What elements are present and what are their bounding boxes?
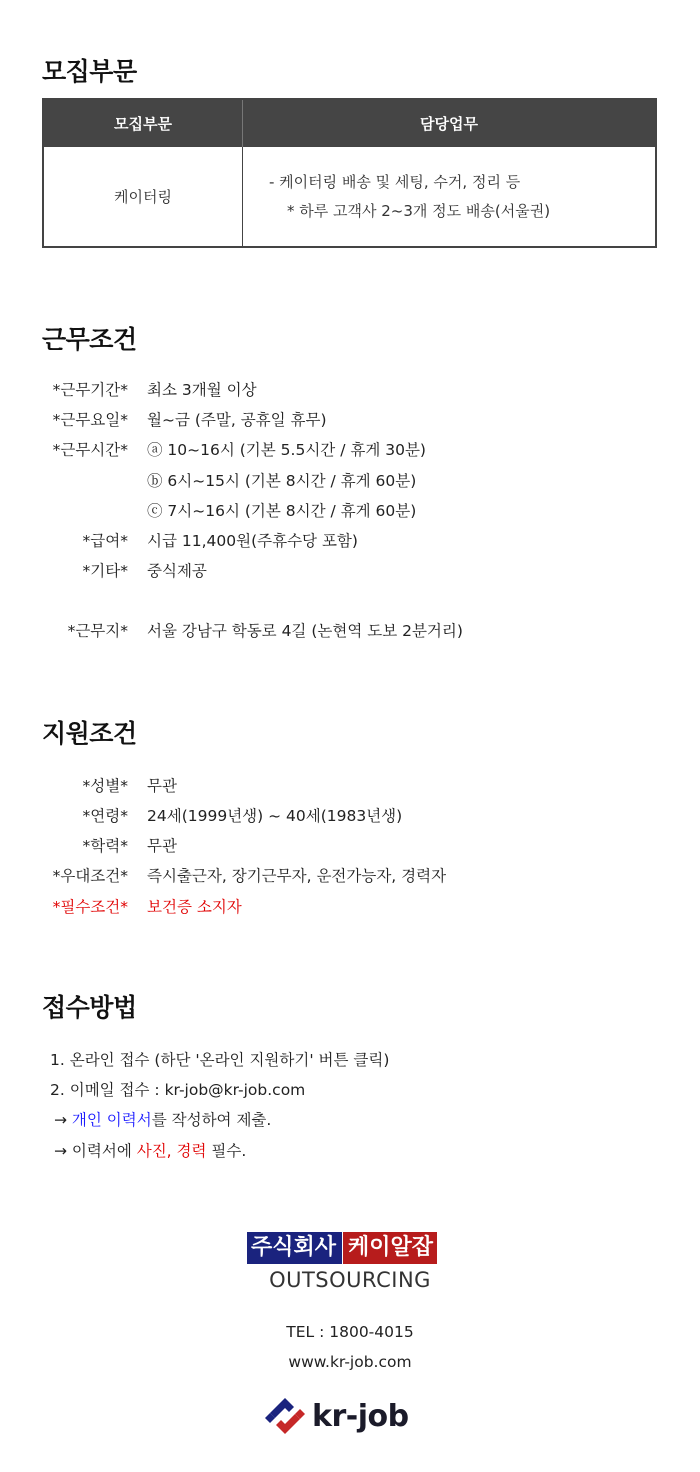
apply-line-resume-highlight: 개인 이력서 [71, 1111, 152, 1129]
company-tel: TEL : 1800-4015 [286, 1323, 414, 1341]
kr-job-logo-icon [264, 1396, 306, 1436]
qualification-value-required: 보건증 소지자 [147, 898, 242, 916]
condition-label: *근무요일* [52, 411, 128, 429]
apply-line-email: 2. 이메일 접수 : kr-job@kr-job.com [50, 1081, 306, 1099]
condition-value: 서울 강남구 학동로 4길 (논현역 도보 2분거리) [147, 622, 463, 640]
apply-line-resume-prefix: → [54, 1111, 72, 1129]
logo-text: kr-job [312, 1398, 409, 1434]
condition-label: *기타* [82, 562, 128, 580]
condition-label: *근무기간* [52, 381, 128, 399]
table-cell-duty [243, 147, 657, 248]
condition-label: *근무지* [67, 622, 128, 640]
qualification-label: *우대조건* [52, 867, 128, 885]
apply-line-resume-suffix: 를 작성하여 제출. [151, 1111, 272, 1129]
qualification-label: *성별* [82, 777, 128, 795]
company-subtitle: OUTSOURCING [269, 1268, 431, 1292]
qualification-label: *학력* [82, 837, 128, 855]
table-header-category: 모집부문 [43, 99, 243, 147]
section-title-conditions: 근무조건 [42, 325, 137, 354]
condition-row-days [0, 410, 700, 430]
duty-line-1: - 케이터링 배송 및 세팅, 수거, 정리 등 [269, 172, 521, 191]
section-title-apply: 접수방법 [42, 993, 137, 1022]
condition-row-period [0, 380, 700, 400]
condition-value: 최소 3개월 이상 [147, 381, 257, 399]
condition-row-etc [0, 561, 700, 581]
company-name-part2: 케이알잡 [343, 1232, 437, 1264]
qualification-value: 무관 [147, 837, 177, 855]
apply-line-photo-prefix: → 이력서에 [54, 1142, 137, 1160]
condition-label: *급여* [82, 532, 128, 550]
qualification-row-required [0, 897, 700, 917]
section-title-qualifications: 지원조건 [42, 719, 137, 748]
company-name-banner [247, 1232, 437, 1264]
company-name-part1: 주식회사 [247, 1232, 342, 1264]
qualification-row-preferred [0, 866, 700, 886]
section-title-recruit: 모집부문 [42, 57, 137, 86]
condition-row-hours-b [0, 471, 700, 491]
apply-line-photo [54, 1141, 246, 1161]
apply-line-online: 1. 온라인 접수 (하단 '온라인 지원하기' 버튼 클릭) [50, 1051, 390, 1069]
apply-line-photo-suffix: 필수. [206, 1142, 247, 1160]
qualification-value: 무관 [147, 777, 177, 795]
recruit-table [42, 98, 657, 248]
qualification-value: 즉시출근자, 장기근무자, 운전가능자, 경력자 [147, 867, 447, 885]
condition-row-hours-c [0, 501, 700, 521]
qualification-row-age [0, 806, 700, 826]
qualification-row-gender [0, 776, 700, 796]
table-header-duty: 담당업무 [243, 99, 657, 147]
qualification-label-required: *필수조건* [52, 898, 128, 916]
table-header-row [43, 99, 656, 147]
condition-value: 월~금 (주말, 공휴일 휴무) [147, 411, 327, 429]
condition-value: ⓑ 6시~15시 (기본 8시간 / 휴게 60분) [147, 472, 417, 490]
table-row [43, 147, 656, 248]
condition-value: 중식제공 [147, 562, 207, 580]
duty-line-2: * 하루 고객사 2~3개 정도 배송(서울권) [287, 201, 551, 220]
company-website: www.kr-job.com [288, 1353, 412, 1371]
condition-label: *근무시간* [52, 441, 128, 459]
qualification-label: *연령* [82, 807, 128, 825]
condition-row-hours [0, 440, 700, 460]
qualification-value: 24세(1999년생) ~ 40세(1983년생) [147, 807, 403, 825]
apply-line-resume [54, 1110, 271, 1130]
condition-row-location [0, 621, 700, 641]
table-cell-category: 케이터링 [43, 147, 243, 248]
condition-value: 시급 11,400원(주휴수당 포함) [147, 532, 358, 550]
condition-row-pay [0, 531, 700, 551]
company-logo [264, 1396, 409, 1436]
condition-value: ⓒ 7시~16시 (기본 8시간 / 휴게 60분) [147, 502, 417, 520]
apply-line-photo-highlight: 사진, 경력 [136, 1142, 207, 1160]
qualification-row-education [0, 836, 700, 856]
condition-value: ⓐ 10~16시 (기본 5.5시간 / 휴게 30분) [147, 441, 426, 459]
